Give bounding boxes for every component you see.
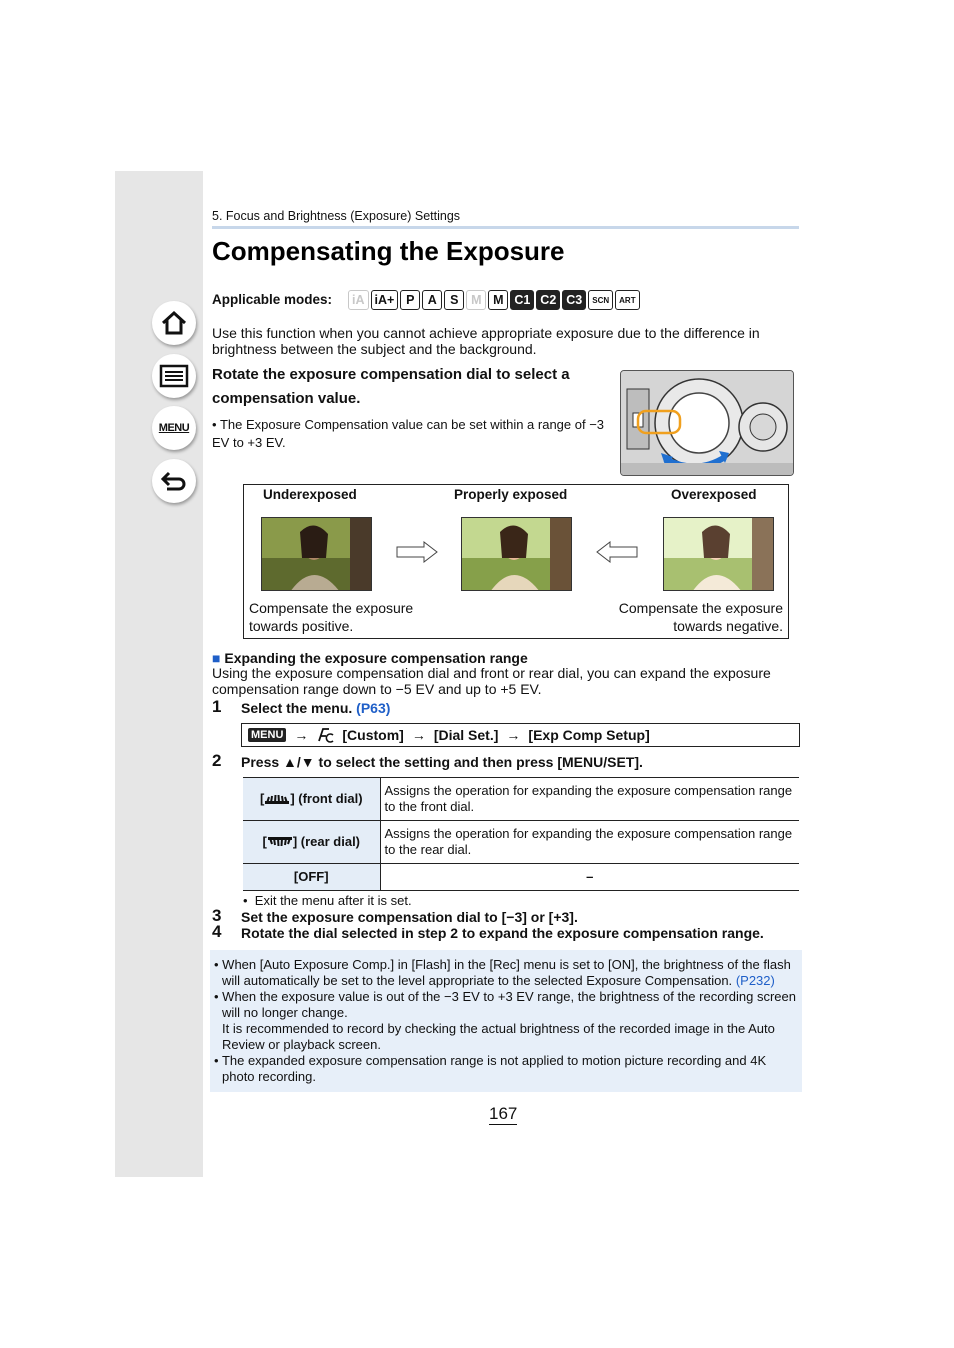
step-number: 3 xyxy=(212,906,222,925)
intro-text: Use this function when you cannot achieve appropriate exposure due to the difference in brightness between the subject and the background. xyxy=(212,325,760,357)
applicable-modes-list xyxy=(348,290,640,310)
table-row xyxy=(243,778,799,821)
note-item: • When the exposure value is out of the −3 EV to +3 EV range, the brightness of the recording screen will no longer change. It is recommended to record by checking the actual brightness of the recorded image in the Auto Review or playback screen. xyxy=(214,989,796,1052)
menu-button[interactable] xyxy=(152,406,196,450)
section-heading-text: Expanding the exposure compensation range xyxy=(224,650,528,666)
exit-note: • Exit the menu after it is set. xyxy=(243,893,412,908)
page-number: 167 xyxy=(489,1104,518,1123)
mode-icon: C1 xyxy=(510,290,534,310)
notes-box xyxy=(210,950,802,1092)
mode-icon: C3 xyxy=(562,290,586,310)
breadcrumb: 5. Focus and Brightness (Exposure) Settings xyxy=(212,209,461,223)
step-heading: Rotate the exposure compensation dial to select a compensation value. xyxy=(212,366,570,407)
mode-icon: iA xyxy=(348,290,369,310)
step-3-text: Set the exposure compensation dial to [−3] or [+3]. xyxy=(241,909,578,925)
step-1-text xyxy=(241,700,390,716)
step-1-label: Select the menu. xyxy=(241,700,353,716)
right-arrow-icon xyxy=(396,541,438,568)
off-option: [OFF] xyxy=(243,864,380,891)
camera-dial-illustration xyxy=(620,370,794,476)
note-text: When the exposure value is out of the −3 EV to +3 EV range, the brightness of the recording screen will no longer change. xyxy=(222,989,796,1020)
menu-exp-comp-setup: [Exp Comp Setup] xyxy=(528,727,650,743)
rear-dial-icon xyxy=(267,837,293,847)
back-icon xyxy=(160,469,188,493)
p63-link[interactable]: (P63) xyxy=(356,700,391,716)
front-dial-option: [ ] (front dial) xyxy=(243,778,380,821)
page-title: Compensating the Exposure xyxy=(212,236,565,266)
arrow-text: → xyxy=(411,727,426,743)
positive-caption: Compensate the exposure towards positive. xyxy=(249,600,414,634)
overexposed-photo xyxy=(663,517,774,591)
negative-caption: Compensate the exposure towards negative. xyxy=(618,600,783,634)
note-extra-text: It is recommended to record by checking the actual brightness of the recorded image in the Auto Review or playback screen. xyxy=(222,1021,775,1052)
range-note-text: The Exposure Compensation value can be set within a range of −3 EV to +3 EV. xyxy=(212,417,605,450)
menu-custom: [Custom] xyxy=(342,727,404,743)
mode-icon: M xyxy=(466,290,486,310)
mode-icon: ART xyxy=(615,290,639,310)
contents-icon xyxy=(159,364,189,388)
back-button[interactable] xyxy=(152,459,196,503)
arrow-text: → xyxy=(294,727,309,743)
home-icon xyxy=(160,310,188,336)
section-heading xyxy=(212,650,528,666)
underexposed-photo xyxy=(261,517,372,591)
mode-icon: C2 xyxy=(536,290,560,310)
overexposed-label: Overexposed xyxy=(671,487,757,502)
square-bullet-icon: ■ xyxy=(212,650,221,666)
note-item: • When [Auto Exposure Comp.] in [Flash] in the [Rec] menu is set to [ON], the brightness of the flash will automatically be set to the level appropriate to the selected Exposure Compensation. (P232) xyxy=(214,957,791,988)
left-arrow-icon xyxy=(596,541,638,568)
front-dial-description: Assigns the operation for expanding the exposure compensation range to the front dial. xyxy=(380,778,799,821)
mode-icon: A xyxy=(422,290,442,310)
menu-badge-icon: MENU xyxy=(248,728,286,742)
arrow-text: → xyxy=(506,727,521,743)
custom-fc-icon xyxy=(316,727,334,743)
step-number: 4 xyxy=(212,922,222,941)
applicable-modes-label: Applicable modes: xyxy=(212,292,333,307)
range-note: • The Exposure Compensation value can be set within a range of −3 EV to +3 EV. xyxy=(212,417,605,450)
table-row xyxy=(243,821,799,864)
exit-note-text: Exit the menu after it is set. xyxy=(254,893,412,908)
note-item: • The expanded exposure compensation range is not applied to motion picture recording and 4K photo recording. xyxy=(214,1053,767,1084)
mode-icon: SCN xyxy=(588,290,613,310)
menu-dial-set: [Dial Set.] xyxy=(433,727,499,743)
note-text: The expanded exposure compensation range is not applied to motion picture recording and 4K photo recording. xyxy=(221,1053,767,1084)
mode-icon: M xyxy=(488,290,508,310)
off-description: – xyxy=(380,864,799,891)
menu-path xyxy=(241,723,800,747)
step-2-text: Press ▲/▼ to select the setting and then press [MENU/SET]. xyxy=(241,754,643,770)
home-button[interactable] xyxy=(152,301,196,345)
contents-button[interactable] xyxy=(152,354,196,398)
step-number: 2 xyxy=(212,751,222,770)
exposure-comparison-table xyxy=(243,484,789,639)
front-dial-icon xyxy=(264,794,290,804)
dial-options-table xyxy=(243,777,799,891)
section-body: Using the exposure compensation dial and front or rear dial, you can expand the exposure compensation range down to −5 EV and up to +5 EV. xyxy=(212,665,771,697)
mode-icon: iA+ xyxy=(371,290,399,310)
step-number: 1 xyxy=(212,697,222,716)
rear-dial-option: [ ] (rear dial) xyxy=(243,821,380,864)
underexposed-label: Underexposed xyxy=(263,487,357,502)
properly-exposed-label: Properly exposed xyxy=(454,487,568,502)
menu-icon: MENU xyxy=(158,422,190,434)
note-text: When [Auto Exposure Comp.] in [Flash] in the [Rec] menu is set to [ON], the brightness of the flash will automatically be set to the level appropriate to the selected Exposure Compensation. xyxy=(222,957,791,988)
breadcrumb-rule xyxy=(212,226,799,229)
properly-exposed-photo xyxy=(461,517,572,591)
mode-icon: P xyxy=(400,290,420,310)
mode-icon: S xyxy=(444,290,464,310)
p232-link[interactable]: (P232) xyxy=(735,973,775,988)
rear-dial-description: Assigns the operation for expanding the exposure compensation range to the rear dial. xyxy=(380,821,799,864)
step-4-text: Rotate the dial selected in step 2 to expand the exposure compensation range. xyxy=(241,925,764,941)
table-row xyxy=(243,864,799,891)
